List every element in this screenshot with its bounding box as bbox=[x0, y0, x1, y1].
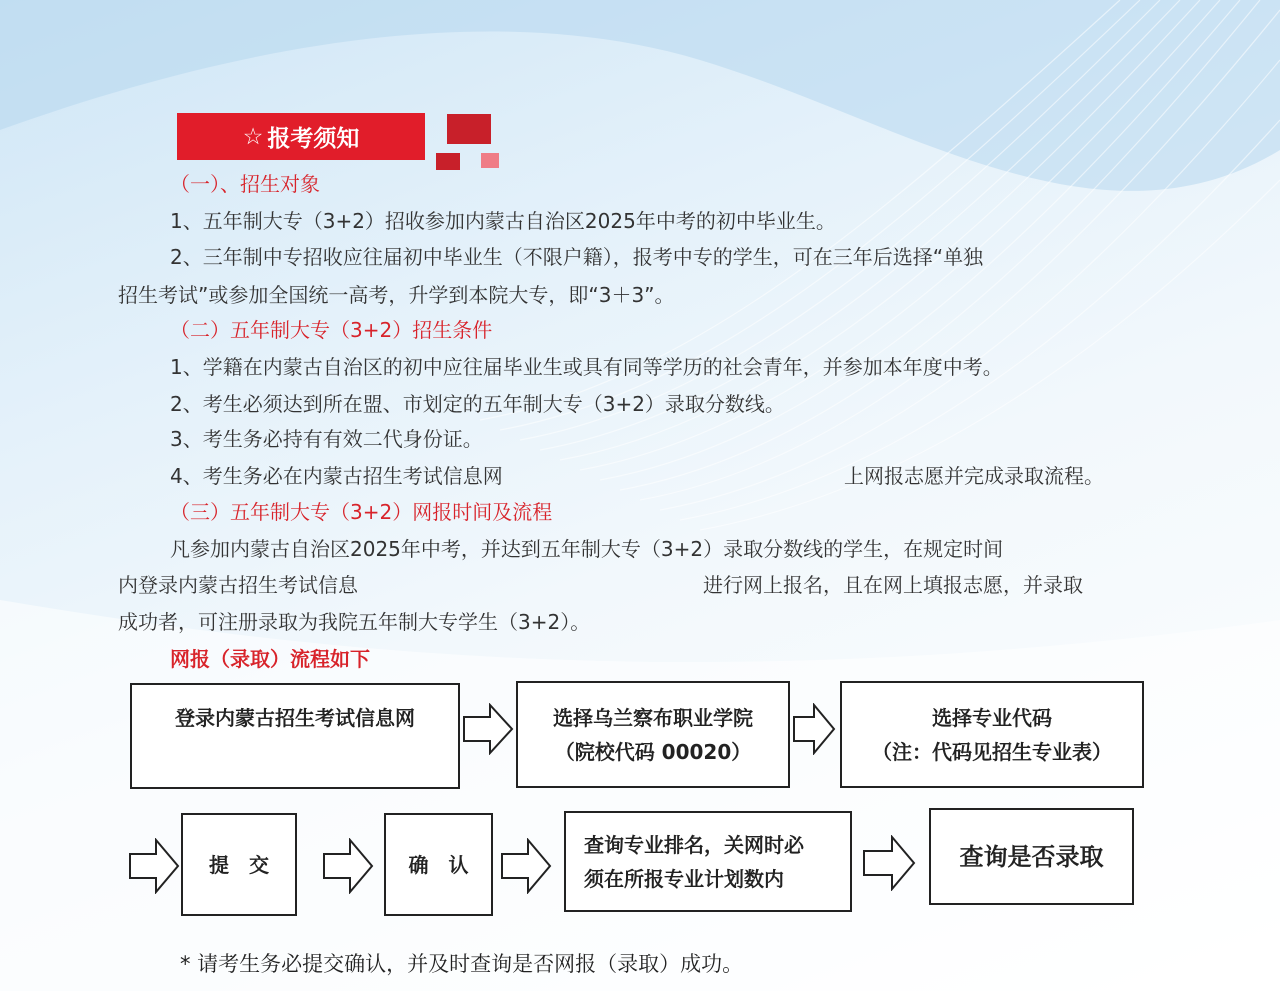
section2-item2: 2、考生必须达到所在盟、市划定的五年制大专（3+2）录取分数线。 bbox=[170, 392, 785, 416]
section-title-bar bbox=[177, 113, 425, 160]
decor-square-pink bbox=[481, 153, 499, 168]
flow-heading: 网报（录取）流程如下 bbox=[170, 647, 370, 671]
flow-step-submit bbox=[181, 813, 297, 916]
section2-item4-part1: 4、考生务必在内蒙古招生考试信息网 bbox=[170, 464, 503, 488]
flow-step-select-major bbox=[840, 681, 1144, 788]
section1-item2-line2: 招生考试”或参加全国统一高考，升学到本院大专，即“3＋3”。 bbox=[118, 283, 675, 307]
flow-step-select-major-line2: （注：代码见招生专业表） bbox=[872, 739, 1112, 764]
flow-step-confirm-label: 确 认 bbox=[408, 852, 469, 877]
flow-step-select-school-line1: 选择乌兰察布职业学院 bbox=[553, 705, 753, 730]
section3-para-line3: 成功者，可注册录取为我院五年制大专学生（3+2）。 bbox=[118, 610, 591, 634]
flow-step-confirm bbox=[384, 813, 493, 916]
page-title: 报考须知 bbox=[267, 126, 360, 152]
flow-step-submit-label: 提 交 bbox=[209, 852, 269, 877]
flow-step-login bbox=[130, 683, 460, 789]
arrow-right-icon bbox=[500, 838, 552, 894]
footer-note: * 请考生务必提交确认，并及时查询是否网报（录取）成功。 bbox=[180, 952, 744, 976]
arrow-right-icon bbox=[322, 838, 374, 894]
section1-item2-line1: 2、三年制中专招收应往届初中毕业生（不限户籍），报考中专的学生，可在三年后选择“单独 bbox=[170, 245, 984, 269]
flow-step-select-major-line1: 选择专业代码 bbox=[932, 705, 1052, 730]
section3-para-line1: 凡参加内蒙古自治区2025年中考，并达到五年制大专（3+2）录取分数线的学生，在规定时间 bbox=[170, 537, 1004, 561]
flow-step-check-admission-label: 查询是否录取 bbox=[959, 842, 1104, 871]
flow-step-check-ranking-line1: 查询专业排名，关网时必 bbox=[584, 832, 804, 857]
decor-square-large bbox=[447, 114, 491, 144]
section3-heading: （三）五年制大专（3+2）网报时间及流程 bbox=[170, 500, 553, 524]
section1-heading: （一）、招生对象 bbox=[170, 172, 320, 196]
section1-item1: 1、五年制大专（3+2）招收参加内蒙古自治区2025年中考的初中毕业生。 bbox=[170, 209, 836, 233]
arrow-right-icon bbox=[862, 835, 916, 891]
flow-step-select-school bbox=[516, 681, 790, 788]
section3-para-line2-part1: 内登录内蒙古招生考试信息 bbox=[118, 573, 358, 597]
arrow-right-icon bbox=[462, 703, 514, 755]
flow-step-check-admission bbox=[929, 808, 1134, 905]
star-icon: ☆ bbox=[242, 123, 264, 150]
section3-para-line2-part2: 进行网上报名，且在网上填报志愿，并录取 bbox=[703, 573, 1083, 597]
arrow-right-icon bbox=[128, 838, 180, 894]
section2-item1: 1、学籍在内蒙古自治区的初中应往届毕业生或具有同等学历的社会青年，并参加本年度中考。 bbox=[170, 355, 1003, 379]
flow-step-check-ranking bbox=[564, 811, 852, 912]
flow-step-check-ranking-line2: 须在所报专业计划数内 bbox=[584, 866, 784, 891]
decor-square-small bbox=[436, 153, 460, 170]
flow-step-login-label: 登录内蒙古招生考试信息网 bbox=[175, 706, 415, 730]
flow-step-select-school-line2: （院校代码 00020） bbox=[554, 739, 752, 764]
section2-heading: （二）五年制大专（3+2）招生条件 bbox=[170, 318, 493, 342]
section2-item3: 3、考生务必持有有效二代身份证。 bbox=[170, 427, 483, 451]
arrow-right-icon bbox=[792, 703, 836, 755]
section2-item4-part2: 上网报志愿并完成录取流程。 bbox=[844, 464, 1104, 488]
